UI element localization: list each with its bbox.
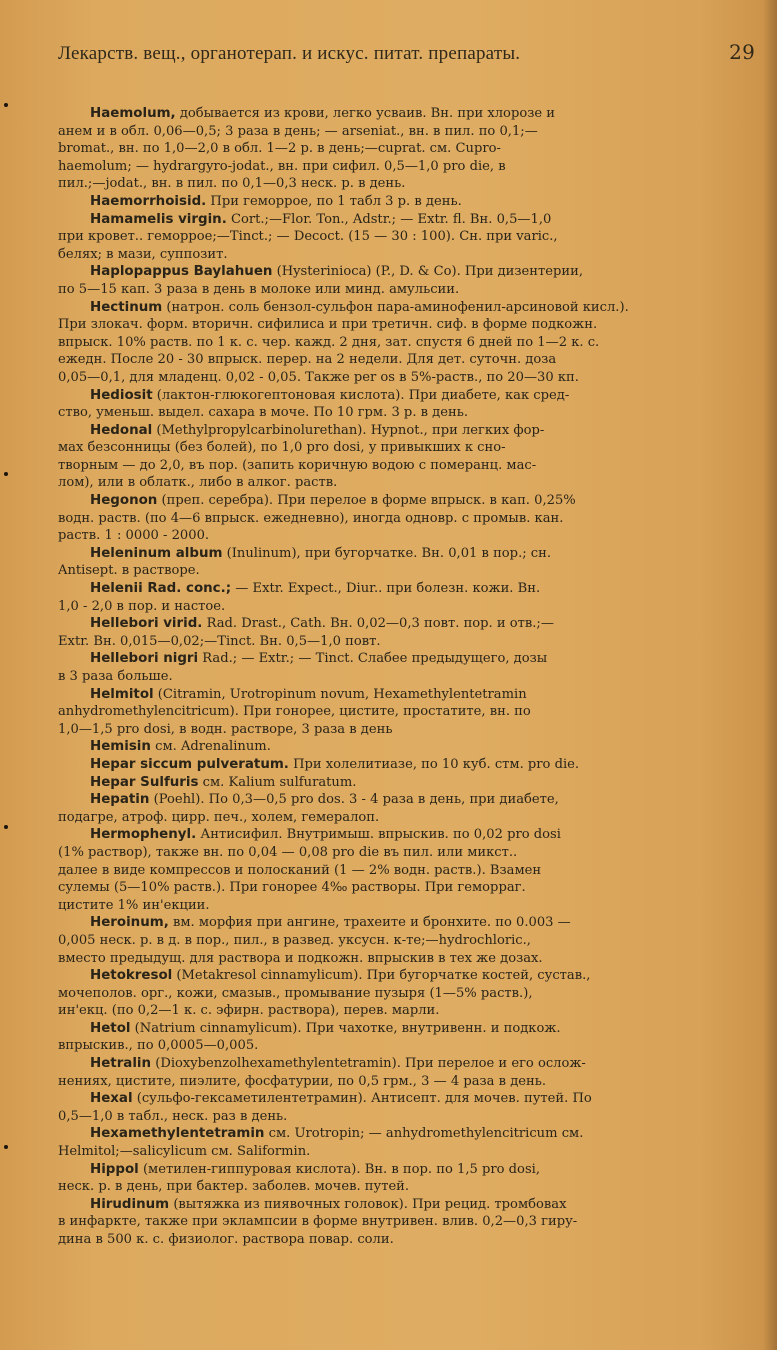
entry-line	[58, 1037, 755, 1055]
entry-text: 0,005 неск. р. в д. в пор., пил., в развед. уксусн. к-те;—hydrochloric.,	[58, 932, 531, 948]
entry-text: При злокач. форм. вторичн. сифилиса и при третичн. сиф. в форме подкожн.	[58, 317, 598, 333]
page-number: 29	[729, 40, 755, 64]
entry-text: — Extr. Expect., Diur.. при болезн. кожи. Вн.	[235, 581, 541, 597]
entry-headword: Hellebori virid.	[90, 616, 203, 632]
entry-line	[58, 1213, 755, 1231]
entry-line	[58, 316, 755, 334]
entry-line	[58, 985, 755, 1003]
dictionary-entry	[58, 299, 755, 387]
entry-text: При геморрое, по 1 табл 3 р. в день.	[210, 193, 462, 209]
entry-text: (Natrium cinnamylicum). При чахотке, внутривенн. и подкож.	[134, 1020, 561, 1036]
dictionary-entry	[58, 967, 755, 1020]
entry-line	[58, 932, 755, 950]
entry-line	[58, 369, 755, 387]
entry-line	[58, 492, 755, 510]
dictionary-entry	[58, 615, 755, 650]
entry-line	[58, 1055, 755, 1073]
dictionary-entry	[58, 492, 755, 545]
entry-headword: Haemorrhoisid.	[90, 193, 207, 209]
entry-text: Helmitol;—salicylicum см. Saliformin.	[58, 1144, 311, 1160]
entry-line	[58, 668, 755, 686]
entry-headword: Hexal	[90, 1091, 133, 1107]
entry-line	[58, 914, 755, 932]
entry-text: творным — до 2,0, въ пор. (запить коричную водою с померанц. мас-	[58, 457, 537, 473]
margin-dot	[4, 103, 8, 107]
entry-headword: Heroinum,	[90, 915, 169, 931]
dictionary-entry	[58, 686, 755, 739]
entry-text: по 5—15 кап. 3 раза в день в молоке или минд. амульсии.	[58, 281, 460, 297]
dictionary-entry	[58, 756, 755, 774]
entry-line	[58, 897, 755, 915]
dictionary-entry	[58, 650, 755, 685]
entry-text: anhydromethylencitricum). При гонорее, цистите, простатите, вн. по	[58, 704, 531, 720]
entry-text: неск. р. в день, при бактер. заболев. мочев. путей.	[58, 1179, 410, 1195]
entry-headword: Hedonal	[90, 422, 153, 438]
entry-line	[58, 738, 755, 756]
entry-line	[58, 844, 755, 862]
entry-line	[58, 862, 755, 880]
entry-text: в инфаркте, также при эклампсии в форме внутривен. влив. 0,2—0,3 гиру-	[58, 1214, 578, 1230]
entry-line	[58, 1090, 755, 1108]
entry-text: ин'екц. (по 0,2—1 к. с. эфирн. раствора), перев. марли.	[58, 1003, 440, 1019]
entry-line	[58, 334, 755, 352]
dictionary-entry	[58, 545, 755, 580]
dictionary-entry	[58, 791, 755, 826]
entry-line	[58, 281, 755, 299]
entry-line	[58, 950, 755, 968]
entry-headword: Hermophenyl.	[90, 827, 197, 843]
entry-headword: Hetralin	[90, 1056, 152, 1072]
entry-headword: Hippol	[90, 1161, 139, 1177]
entry-text: (Hysterinioca) (P., D. & Co). При дизентерии,	[276, 264, 583, 280]
entry-text: (Poehl). По 0,3—0,5 pro dos. 3 - 4 раза в день, при диабете,	[153, 792, 559, 808]
entry-line	[58, 140, 755, 158]
entry-line	[58, 1002, 755, 1020]
entry-text: ежедн. После 20 - 30 впрыск. перер. на 2 недели. Для дет. суточн. доза	[58, 352, 557, 368]
entry-line	[58, 562, 755, 580]
entry-text: сулемы (5—10% раств.). При гонорее 4‰ растворы. При геморраг.	[58, 880, 526, 896]
entry-text: см. Adrenalinum.	[155, 739, 271, 755]
entry-text: впрыск. 10% раств. по 1 к. с. чер. кажд. 2 дня, зат. спустя 6 дней по 1—2 к. с.	[58, 334, 600, 350]
entry-text: (сульфо-гексаметилентетрамин). Антисепт. для мочев. путей. По	[136, 1091, 592, 1107]
entry-headword: Hepatin	[90, 792, 150, 808]
entry-text: при кровет.. геморрое;—Tinct.; — Decoct. (15 — 30 : 100). Сн. при varic.,	[58, 229, 558, 245]
entry-text: 1,0 - 2,0 в пор. и настое.	[58, 598, 226, 614]
entry-headword: Helenii Rad. conc.;	[90, 581, 232, 597]
entry-text: bromat., вн. по 1,0—2,0 в обл. 1—2 р. в день;—cuprat. см. Cupro-	[58, 141, 501, 157]
entry-text: лом), или в облатк., либо в алког. раств.	[58, 475, 338, 491]
entry-headword: Haplopappus Baylahuen	[90, 264, 273, 280]
dictionary-entry	[58, 914, 755, 967]
entry-text: (Methylpropylcarbinolurethan). Hypnot., при легких фор-	[156, 422, 545, 438]
entry-headword: Hectinum	[90, 299, 163, 315]
dictionary-entry	[58, 1161, 755, 1196]
entry-line	[58, 826, 755, 844]
dictionary-entry	[58, 211, 755, 264]
entry-headword: Hirudinum	[90, 1196, 170, 1212]
entry-headword: Hegonon	[90, 493, 158, 509]
entry-text: (метилен-гиппуровая кислота). Вн. в пор. по 1,5 pro dosi,	[142, 1161, 541, 1177]
entry-headword: Haemolum,	[90, 106, 176, 121]
entry-line	[58, 1161, 755, 1179]
entry-text: (вытяжка из пиявочных головок). При рецид. тромбовах	[173, 1196, 567, 1212]
entry-line	[58, 351, 755, 369]
entry-text: добывается из крови, легко усваив. Вн. при хлорозе и	[179, 106, 555, 121]
margin-dot	[4, 1145, 8, 1149]
entry-line	[58, 615, 755, 633]
entry-text: 1,0—1,5 pro dosi, в водн. растворе, 3 раза в день	[58, 721, 393, 737]
dictionary-entry	[58, 263, 755, 298]
entry-line	[58, 510, 755, 528]
entry-line	[58, 228, 755, 246]
entry-line	[58, 633, 755, 651]
entry-text: Extr. Вн. 0,015—0,02;—Tinct. Вн. 0,5—1,0 повт.	[58, 633, 381, 649]
dictionary-entry	[58, 1125, 755, 1160]
entry-line	[58, 686, 755, 704]
entry-text: Cort.;—Flor. Ton., Adstr.; — Extr. fl. Вн. 0,5—1,0	[230, 211, 552, 227]
entry-line	[58, 774, 755, 792]
entry-text: мочеполов. орг., кожи, смазыв., промывание пузыря (1—5% раств.),	[58, 985, 533, 1001]
entry-line	[58, 439, 755, 457]
entry-line	[58, 422, 755, 440]
entry-line	[58, 580, 755, 598]
entry-text: (преп. серебра). При перелое в форме впрыск. в кап. 0,25%	[161, 493, 576, 509]
entry-text: (Dioxybenzolhexamethylentetramin). При перелое и его ослож-	[155, 1056, 586, 1072]
entry-line	[58, 193, 755, 211]
dictionary-entry	[58, 387, 755, 422]
entry-headword: Hetol	[90, 1020, 131, 1036]
entry-text: мах безсонницы (без болей), по 1,0 pro dosi, у привыкших к сно-	[58, 440, 506, 456]
entry-line	[58, 246, 755, 264]
entry-text: ство, уменьш. выдел. сахара в моче. По 10 грм. 3 р. в день.	[58, 405, 469, 421]
entry-line	[58, 967, 755, 985]
entry-text: При холелитиазе, по 10 куб. стм. pro die.	[293, 756, 580, 772]
entry-headword: Helmitol	[90, 686, 154, 702]
dictionary-entry	[58, 193, 755, 211]
entry-text: белях; в мази, суппозит.	[58, 246, 228, 262]
entry-text: в 3 раза больше.	[58, 669, 173, 684]
entry-headword: Hepar siccum pulveratum.	[90, 756, 289, 772]
entry-headword: Hetokresol	[90, 968, 173, 984]
entry-line	[58, 721, 755, 739]
entry-text: водн. раств. (по 4—6 впрыск. ежедневно), иногда одновр. с промыв. кан.	[58, 510, 564, 526]
entry-line	[58, 756, 755, 774]
entry-text: Rad. Drast., Cath. Вн. 0,02—0,3 повт. пор. и отв.;—	[206, 616, 554, 632]
entry-line	[58, 598, 755, 616]
entry-line	[58, 175, 755, 193]
entry-text: нениях, цистите, пиэлите, фосфатурии, по 0,5 грм., 3 — 4 раза в день.	[58, 1073, 547, 1089]
dictionary-entry	[58, 422, 755, 492]
page-spine-shadow	[763, 0, 777, 1350]
dictionary-entry	[58, 105, 755, 193]
entry-text: см. Urotropin; — anhydromethylencitricum см.	[268, 1126, 584, 1142]
entry-line	[58, 650, 755, 668]
entry-line	[58, 703, 755, 721]
entry-line	[58, 474, 755, 492]
entry-line	[58, 1231, 755, 1249]
entry-text: Antisept. в растворе.	[58, 563, 200, 579]
entry-line	[58, 457, 755, 475]
entry-line	[58, 1196, 755, 1214]
entry-text: Rad.; — Extr.; — Tinct. Слабее предыдущего, дозы	[202, 651, 548, 667]
entry-text: далее в виде компрессов и полосканий (1 — 2% водн. раств.). Взамен	[58, 862, 542, 878]
entry-line	[58, 158, 755, 176]
entry-text: вм. морфия при ангине, трахеите и бронхите. по 0.003 —	[172, 915, 571, 931]
entry-text: (Inulinum), при бугорчатке. Вн. 0,01 в пор.; сн.	[226, 545, 552, 561]
dictionary-entry	[58, 1055, 755, 1090]
dictionary-entry	[58, 580, 755, 615]
entry-line	[58, 1073, 755, 1091]
entry-text: Антисифил. Внутримыш. впрыскив. по 0,02 pro dosi	[200, 827, 561, 843]
entry-text: 0,5—1,0 в табл., неск. раз в день.	[58, 1108, 288, 1124]
entry-line	[58, 1020, 755, 1038]
entry-text: вместо предыдущ. для раствора и подкожн. впрыскив в тех же дозах.	[58, 950, 543, 966]
entry-text: (Citramin, Urotropinum novum, Hexamethylentetramin	[157, 686, 527, 702]
entry-headword: Hellebori nigri	[90, 651, 199, 667]
entry-text: 0,05—0,1, для младенц. 0,02 - 0,05. Также per os в 5%-раств., по 20—30 кп.	[58, 369, 579, 385]
entry-text: (1% раствор), также вн. по 0,04 — 0,08 pro die въ пил. или микст..	[58, 844, 518, 860]
entry-line	[58, 527, 755, 545]
entry-text: раств. 1 : 0000 - 2000.	[58, 528, 210, 544]
entry-text: подагре, атроф. цирр. печ., холем, гемералоп.	[58, 809, 380, 825]
entry-text: впрыскив., по 0,0005—0,005.	[58, 1038, 259, 1054]
entry-line	[58, 545, 755, 563]
entry-line	[58, 299, 755, 317]
entry-line	[58, 404, 755, 422]
entry-line	[58, 1125, 755, 1143]
entry-text: (натрон. соль бензол-сульфон пара-аминофенил-арсиновой кисл.).	[166, 299, 629, 315]
entry-line	[58, 879, 755, 897]
dictionary-entry	[58, 1020, 755, 1055]
entry-line	[58, 809, 755, 827]
entry-line	[58, 387, 755, 405]
dictionary-entry	[58, 1090, 755, 1125]
margin-marks	[4, 0, 10, 1350]
entry-list	[58, 105, 755, 1249]
entry-headword: Hemisin	[90, 739, 151, 755]
entry-text: анем и в обл. 0,06—0,5; 3 раза в день; — arseniat., вн. в пил. по 0,1;—	[58, 123, 538, 139]
entry-headword: Hepar Sulfuris	[90, 774, 199, 790]
dictionary-entry	[58, 1196, 755, 1249]
margin-dot	[4, 825, 8, 829]
running-header	[58, 40, 755, 65]
entry-text: haemolum; — hydrargyro-jodat., вн. при сифил. 0,5—1,0 pro die, в	[58, 158, 506, 174]
entry-text: (Metakresol cinnamylicum). При бугорчатке костей, сустав.,	[176, 968, 591, 984]
entry-text: пил.;—jodat., вн. в пил. по 0,1—0,3 неск. р. в день.	[58, 176, 406, 192]
entry-headword: Hediosit	[90, 387, 153, 403]
entry-line	[58, 263, 755, 281]
entry-line	[58, 1108, 755, 1126]
entry-line	[58, 1178, 755, 1196]
dictionary-entry	[58, 826, 755, 914]
running-title: Лекарств. вещ., органотерап. и искус. питат. препараты.	[58, 43, 521, 64]
entry-line	[58, 105, 755, 123]
entry-text: цистите 1% ин'екции.	[58, 897, 210, 913]
entry-text: дина в 500 к. с. физиолог. раствора повар. соли.	[58, 1232, 394, 1247]
entry-line	[58, 1143, 755, 1161]
entry-headword: Hamamelis virgin.	[90, 211, 227, 227]
entry-text: (лактон-глюкогептоновая кислота). При диабете, как сред-	[156, 387, 570, 403]
entry-line	[58, 211, 755, 229]
entry-text: см. Kalium sulfuratum.	[202, 774, 357, 790]
entry-line	[58, 123, 755, 141]
entry-line	[58, 791, 755, 809]
entry-headword: Hexamethylentetramin	[90, 1126, 265, 1142]
entry-headword: Heleninum album	[90, 545, 223, 561]
dictionary-entry	[58, 774, 755, 792]
margin-dot	[4, 472, 8, 476]
dictionary-entry	[58, 738, 755, 756]
